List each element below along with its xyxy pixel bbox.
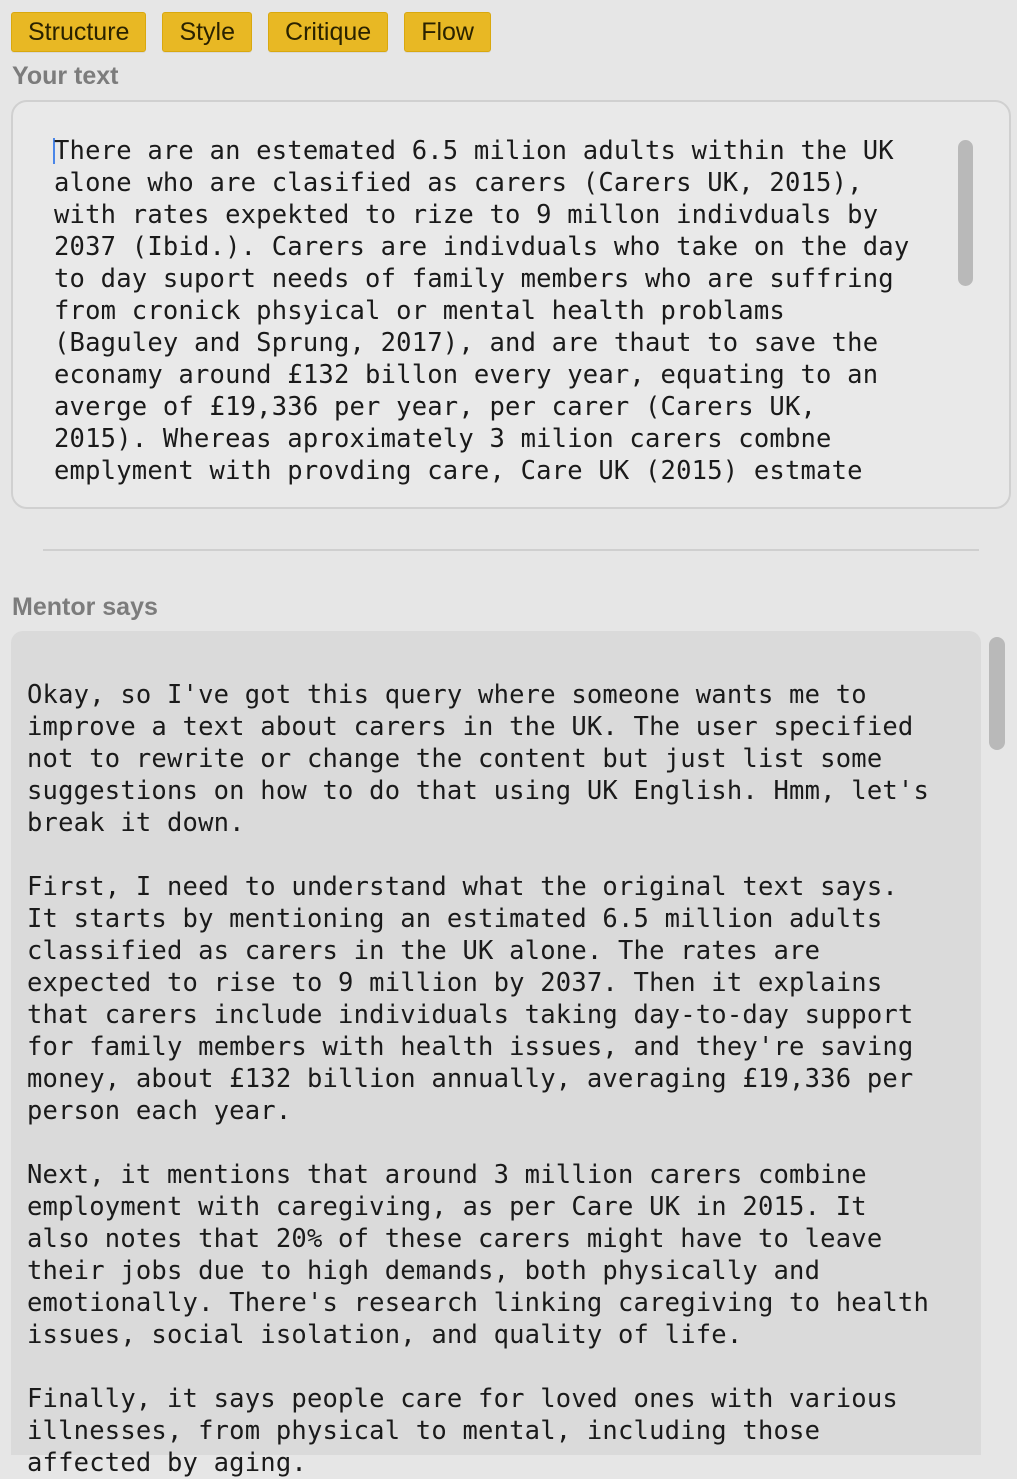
mentor-output-text: Okay, so I've got this query where someone wants me to improve a text about carers in the UK. The user specified not to rewrite or change the content but just list some suggestions on how to do that using UK English. Hmm, let's break it down. First, I need to understand what the original text says. It starts by mentioning an estimated 6.5 million adults classified as carers in the UK alone. The rates are expected to rise to 9 million by 2037. Then it explains that carers include individuals taking day-to-day support for family members with health issues, and they're saving money, about £132 billion annually, averaging £19,336 per person each year. Next, it mentions that around 3 million carers combine employment with caregiving, as per Care UK in 2015. It also notes that 20% of these carers might have to leave their jobs due to high demands, both physically and emotionally. There's research linking caregiving to health issues, social isolation, and quality of life. Finally, it says people care for loved ones with various illnesses, from physical to mental, including those affected by aging. (27, 680, 930, 1478)
section-divider (43, 549, 979, 551)
mentor-says-heading: Mentor says (12, 593, 158, 621)
tab-structure[interactable]: Structure (11, 12, 146, 52)
tab-flow[interactable]: Flow (404, 12, 491, 52)
input-text-content[interactable]: There are an estemated 6.5 milion adults within the UK alone who are clasified as carers (Carers UK, 2015), with rates expekted to rize to 9 millon indivduals by 2037 (Ibid.). Carers are indivduals who take on the day to day suport needs of family members who are suffring from cronick phsyical or mental health problams (Baguley and Sprung, 2017), and are thaut to save the econamy around £132 billon every year, equating to an averge of £19,336 per year, per carer (Carers UK, 2015). Whereas aproximately 3 milion carers combne emplyment with provding care, Care UK (2015) estmate (54, 136, 910, 486)
your-text-heading: Your text (12, 62, 119, 90)
tab-critique[interactable]: Critique (268, 12, 388, 52)
input-text-area[interactable] (11, 100, 1011, 509)
mentor-scrollbar[interactable] (989, 637, 1005, 750)
mentor-output-panel (11, 631, 981, 1478)
input-scrollbar[interactable] (958, 140, 973, 286)
tab-bar (11, 12, 491, 52)
tab-style[interactable]: Style (162, 12, 252, 52)
